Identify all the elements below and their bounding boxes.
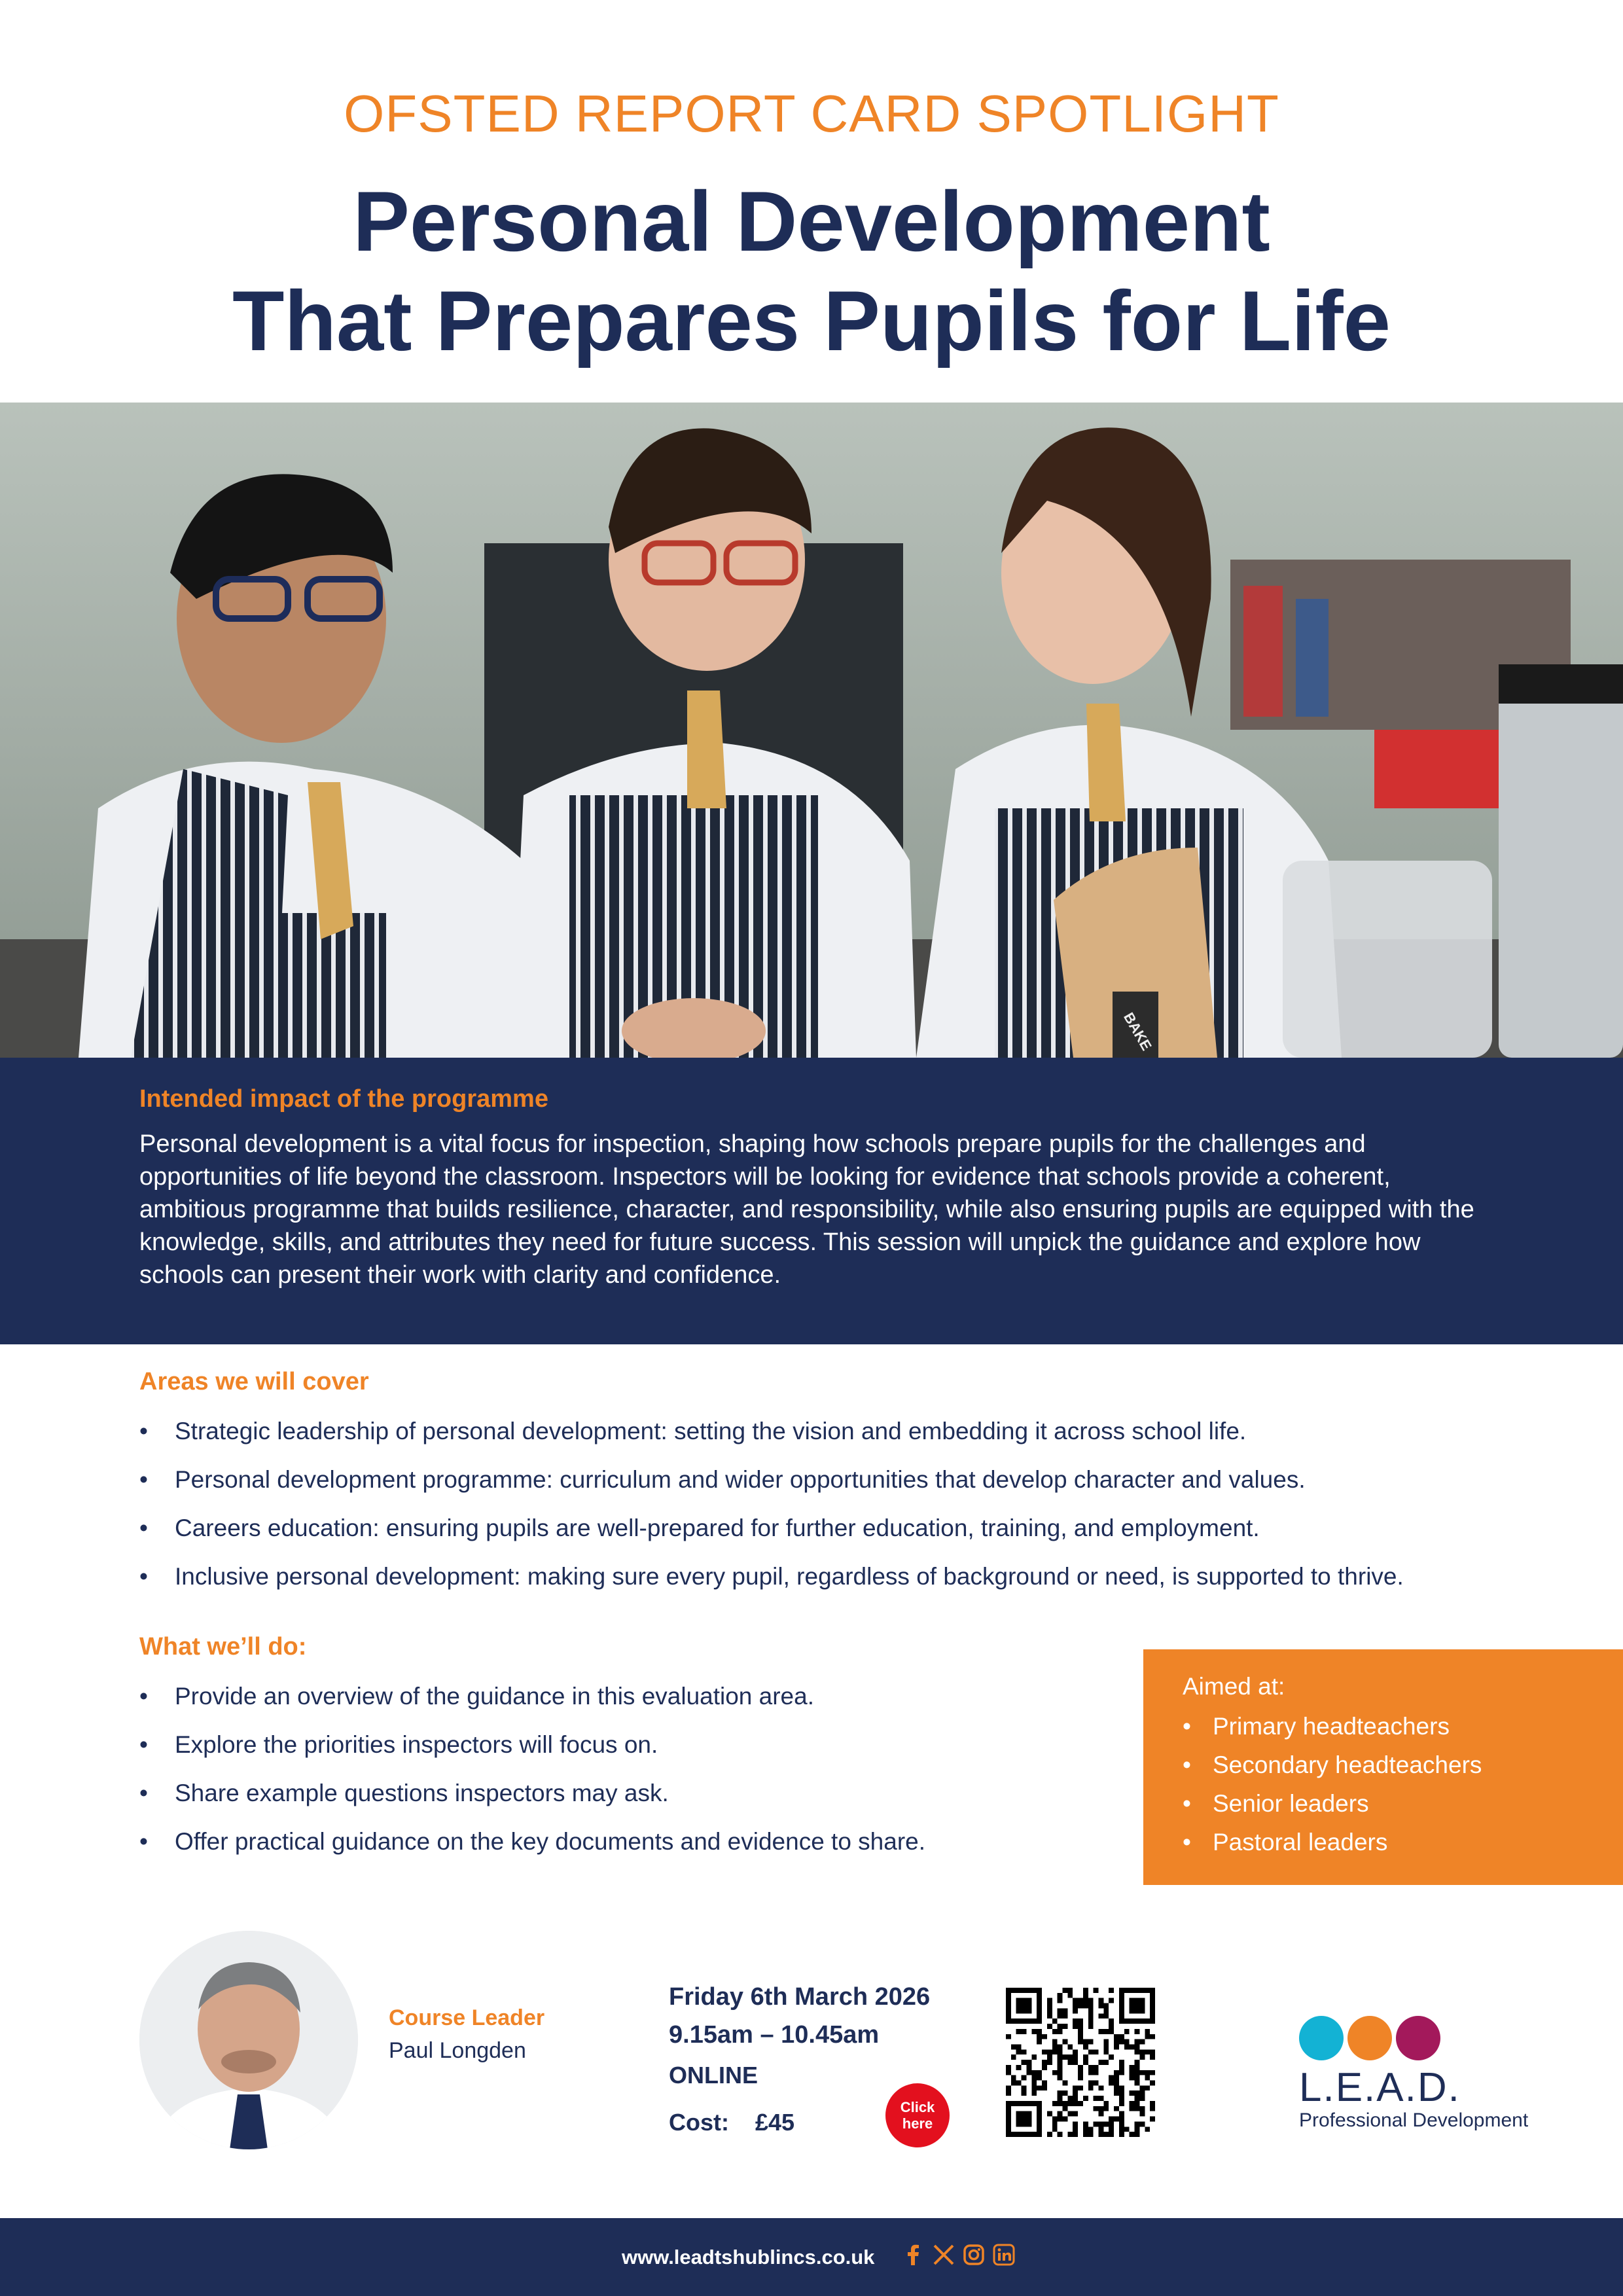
lead-logo	[1299, 2016, 1561, 2147]
list-item: • Offer practical guidance on the key documents and evidence to share.	[139, 1826, 925, 1857]
kicker-text: OFSTED REPORT CARD SPOTLIGHT	[344, 84, 1279, 143]
facebook-icon[interactable]	[902, 2243, 925, 2267]
website-link[interactable]: www.leadtshublincs.co.uk	[622, 2246, 875, 2269]
instagram-icon[interactable]	[962, 2243, 986, 2267]
apron-text: BAKE	[1120, 1009, 1155, 1054]
logo-name: L.E.A.D.	[1299, 2065, 1461, 2110]
event-cost	[669, 2109, 794, 2136]
logo-dot-magenta	[1396, 2016, 1440, 2060]
hero-photo	[0, 403, 1623, 1058]
list-item: • Provide an overview of the guidance in this evaluation area.	[139, 1681, 925, 1712]
list-item: • Careers education: ensuring pupils are well-prepared for further education, training, and employment.	[139, 1513, 1404, 1544]
hero-illustration	[0, 403, 1623, 1058]
logo-subtitle: Professional Development	[1299, 2109, 1529, 2131]
title-line-2: That Prepares Pupils for Life	[232, 273, 1391, 368]
audience-item: • Primary headteachers	[1183, 1707, 1623, 1746]
course-leader-role: Course Leader	[389, 2005, 545, 2030]
audience-item: • Senior leaders	[1183, 1784, 1623, 1823]
header	[0, 0, 1623, 403]
cost-value: £45	[755, 2109, 795, 2136]
qr-code-graphic	[1006, 1988, 1155, 2137]
course-leader-name: Paul Longden	[389, 2038, 526, 2063]
title-line-1: Personal Development	[353, 173, 1270, 269]
impact-heading: Intended impact of the programme	[139, 1085, 548, 1113]
areas-heading: Areas we will cover	[139, 1368, 369, 1395]
list-item: • Explore the priorities inspectors will focus on.	[139, 1729, 925, 1761]
activities-list	[139, 1681, 925, 1874]
list-item: • Inclusive personal development: making sure every pupil, regardless of background or need, is supported to thrive.	[139, 1561, 1404, 1592]
logo-dot-cyan	[1299, 2016, 1344, 2060]
activities-heading: What we’ll do:	[139, 1633, 307, 1660]
click-label-line1: Click	[900, 2099, 935, 2115]
event-mode: ONLINE	[669, 2062, 758, 2089]
aimed-at-box	[1143, 1649, 1623, 1885]
click-here-button[interactable]	[885, 2083, 950, 2147]
impact-section	[0, 1058, 1623, 1344]
logo-dot-orange	[1347, 2016, 1392, 2060]
page-title	[0, 171, 1623, 370]
logo-dots	[1299, 2016, 1561, 2060]
aimed-at-label: Aimed at:	[1183, 1673, 1285, 1700]
list-item: • Personal development programme: curriculum and wider opportunities that develop character and values.	[139, 1464, 1404, 1496]
event-datetime	[669, 1978, 930, 2054]
list-item: • Strategic leadership of personal development: setting the vision and embedding it across school life.	[139, 1416, 1404, 1447]
cost-label: Cost:	[669, 2109, 729, 2136]
list-item: • Share example questions inspectors may ask.	[139, 1778, 925, 1809]
audience-list	[1183, 1707, 1623, 1861]
avatar-illustration	[139, 1931, 358, 2149]
audience-item: • Pastoral leaders	[1183, 1823, 1623, 1861]
linkedin-icon[interactable]	[992, 2243, 1016, 2267]
course-leader-avatar	[139, 1931, 358, 2149]
areas-list	[139, 1416, 1404, 1609]
footer	[0, 2218, 1623, 2296]
x-icon[interactable]	[932, 2243, 955, 2267]
impact-body: Personal development is a vital focus for inspection, shaping how schools prepare pupils for the challenges and opportunities of life beyond the classroom. Inspectors will be looking for evidence that schools provide a coherent, ambitious programme that builds resilience, character, and responsibility, while also ensuring pupils are equipped with the knowledge, skills, and attributes they need for future success. This session will unpick the guidance and explore how schools can present their work with clarity and confidence.	[139, 1130, 1474, 1289]
event-date: Friday 6th March 2026	[669, 1983, 931, 2011]
social-links	[902, 2243, 1016, 2267]
event-time: 9.15am – 10.45am	[669, 2021, 880, 2049]
click-label-line2: here	[902, 2115, 933, 2132]
audience-item: • Secondary headteachers	[1183, 1746, 1623, 1784]
qr-code[interactable]	[1006, 1988, 1155, 2137]
